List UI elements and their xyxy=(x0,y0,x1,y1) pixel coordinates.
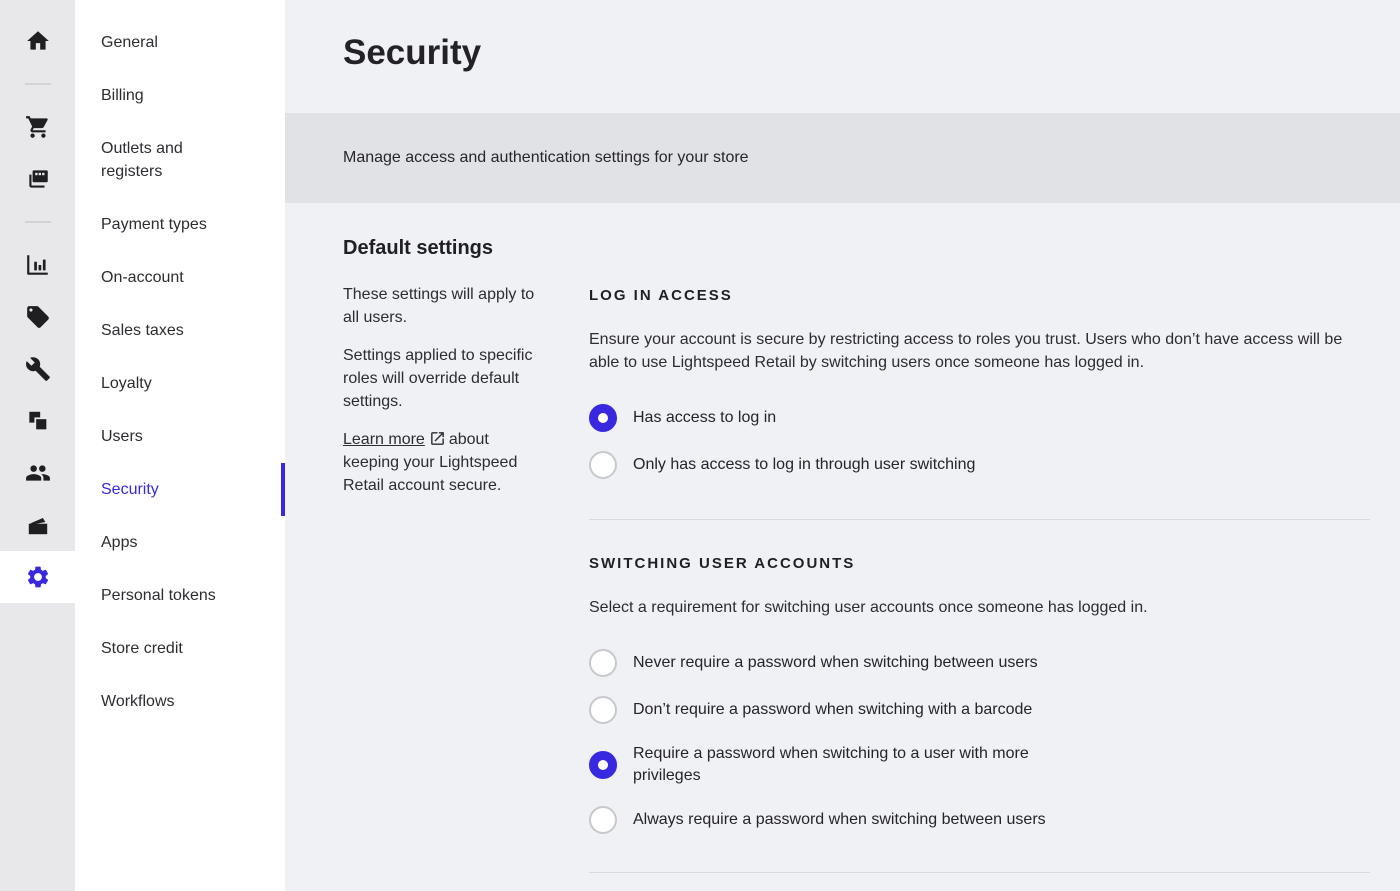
cart-icon xyxy=(25,114,51,140)
sidebar-item-on-account[interactable]: On-account xyxy=(101,269,184,286)
radio-has-access-to-log-in[interactable] xyxy=(589,404,1370,432)
rail-divider xyxy=(25,83,51,85)
sidebar-item-users[interactable]: Users xyxy=(101,428,143,445)
boxes-icon xyxy=(25,408,51,434)
sidebar-item-billing[interactable]: Billing xyxy=(101,87,144,104)
radio-dont-require-password-barcode[interactable] xyxy=(589,696,1370,724)
radio-never-require-password[interactable] xyxy=(589,649,1370,677)
learn-more-paragraph xyxy=(343,428,548,497)
login-access-description: Ensure your account is secure by restricting access to roles you trust. Users who don’t have access will be able to use Lightspeed Retail by switching users once someone has logged in. xyxy=(589,331,1343,371)
intro-paragraph: These settings will apply to all users. xyxy=(343,286,535,326)
learn-more-suffix: about keeping your Lightspeed Retail account secure. xyxy=(343,431,518,494)
home-icon xyxy=(25,28,51,54)
radio-require-password-more-privileges[interactable] xyxy=(589,743,1370,787)
settings-sidebar xyxy=(75,0,285,891)
sidebar-item-apps[interactable]: Apps xyxy=(101,534,138,551)
sidebar-item-security[interactable]: Security xyxy=(75,463,285,516)
sidebar-item-workflows[interactable]: Workflows xyxy=(101,693,175,710)
section-divider xyxy=(589,519,1370,520)
security-options xyxy=(589,237,1370,873)
radio-button-icon[interactable] xyxy=(589,404,617,432)
rail-item-reporting[interactable] xyxy=(0,239,75,291)
rail-item-home[interactable] xyxy=(0,15,75,67)
page-header xyxy=(285,0,1400,113)
external-link-icon xyxy=(429,430,446,447)
rail-item-settings[interactable] xyxy=(0,551,75,603)
radio-only-log-in-through-user-switching[interactable] xyxy=(589,451,1370,479)
switching-description: Select a requirement for switching user accounts once someone has logged in. xyxy=(589,599,1148,616)
rail-item-catalog[interactable] xyxy=(0,291,75,343)
rail-item-setup[interactable] xyxy=(0,343,75,395)
learn-more-link[interactable]: Learn more xyxy=(343,431,425,448)
sidebar-item-personal-tokens[interactable]: Personal tokens xyxy=(101,587,216,604)
sidebar-item-payment-types[interactable]: Payment types xyxy=(101,216,207,233)
store-icon xyxy=(25,512,51,538)
sidebar-item-general[interactable]: General xyxy=(101,34,158,51)
sidebar-item-loyalty[interactable]: Loyalty xyxy=(101,375,152,392)
radio-button-icon[interactable] xyxy=(589,696,617,724)
main-content xyxy=(285,0,1400,891)
radio-label: Has access to log in xyxy=(633,409,777,426)
sidebar-item-outlets-and-registers[interactable]: Outlets and registers xyxy=(101,140,183,180)
users-icon xyxy=(25,460,51,486)
bar-chart-icon xyxy=(25,252,51,278)
gear-icon xyxy=(25,564,51,590)
wrench-icon xyxy=(25,356,51,382)
section-heading: Default settings xyxy=(343,237,494,259)
banner-text: Manage access and authentication settings for your store xyxy=(343,149,749,166)
radio-label: Only has access to log in through user switching xyxy=(633,456,976,473)
rail-item-ecommerce[interactable] xyxy=(0,499,75,551)
default-settings-intro xyxy=(343,237,548,873)
radio-button-icon[interactable] xyxy=(589,451,617,479)
settings-content xyxy=(285,203,1400,891)
login-access-heading: LOG IN ACCESS xyxy=(589,287,733,304)
tag-icon xyxy=(25,304,51,330)
rail-item-register[interactable] xyxy=(0,153,75,205)
description-banner xyxy=(285,113,1400,203)
radio-button-icon[interactable] xyxy=(589,649,617,677)
rail-item-customers[interactable] xyxy=(0,447,75,499)
switching-heading: SWITCHING USER ACCOUNTS xyxy=(589,555,856,572)
radio-label: Don’t require a password when switching with a barcode xyxy=(633,701,1033,718)
radio-button-icon[interactable] xyxy=(589,751,617,779)
section-divider xyxy=(589,872,1370,873)
sidebar-item-sales-taxes[interactable]: Sales taxes xyxy=(101,322,184,339)
rail-divider xyxy=(25,221,51,223)
radio-label: Never require a password when switching between users xyxy=(633,654,1038,671)
rail-item-inventory[interactable] xyxy=(0,395,75,447)
intro-paragraph: Settings applied to specific roles will override default settings. xyxy=(343,347,533,410)
page-title: Security xyxy=(343,33,482,72)
radio-always-require-password[interactable] xyxy=(589,806,1370,834)
radio-label: Always require a password when switching between users xyxy=(633,811,1046,828)
register-icon xyxy=(25,166,51,192)
radio-label: Require a password when switching to a user with more privileges xyxy=(633,745,1029,784)
icon-rail xyxy=(0,0,75,891)
sidebar-item-store-credit[interactable]: Store credit xyxy=(101,640,183,657)
rail-item-sell[interactable] xyxy=(0,101,75,153)
radio-button-icon[interactable] xyxy=(589,806,617,834)
